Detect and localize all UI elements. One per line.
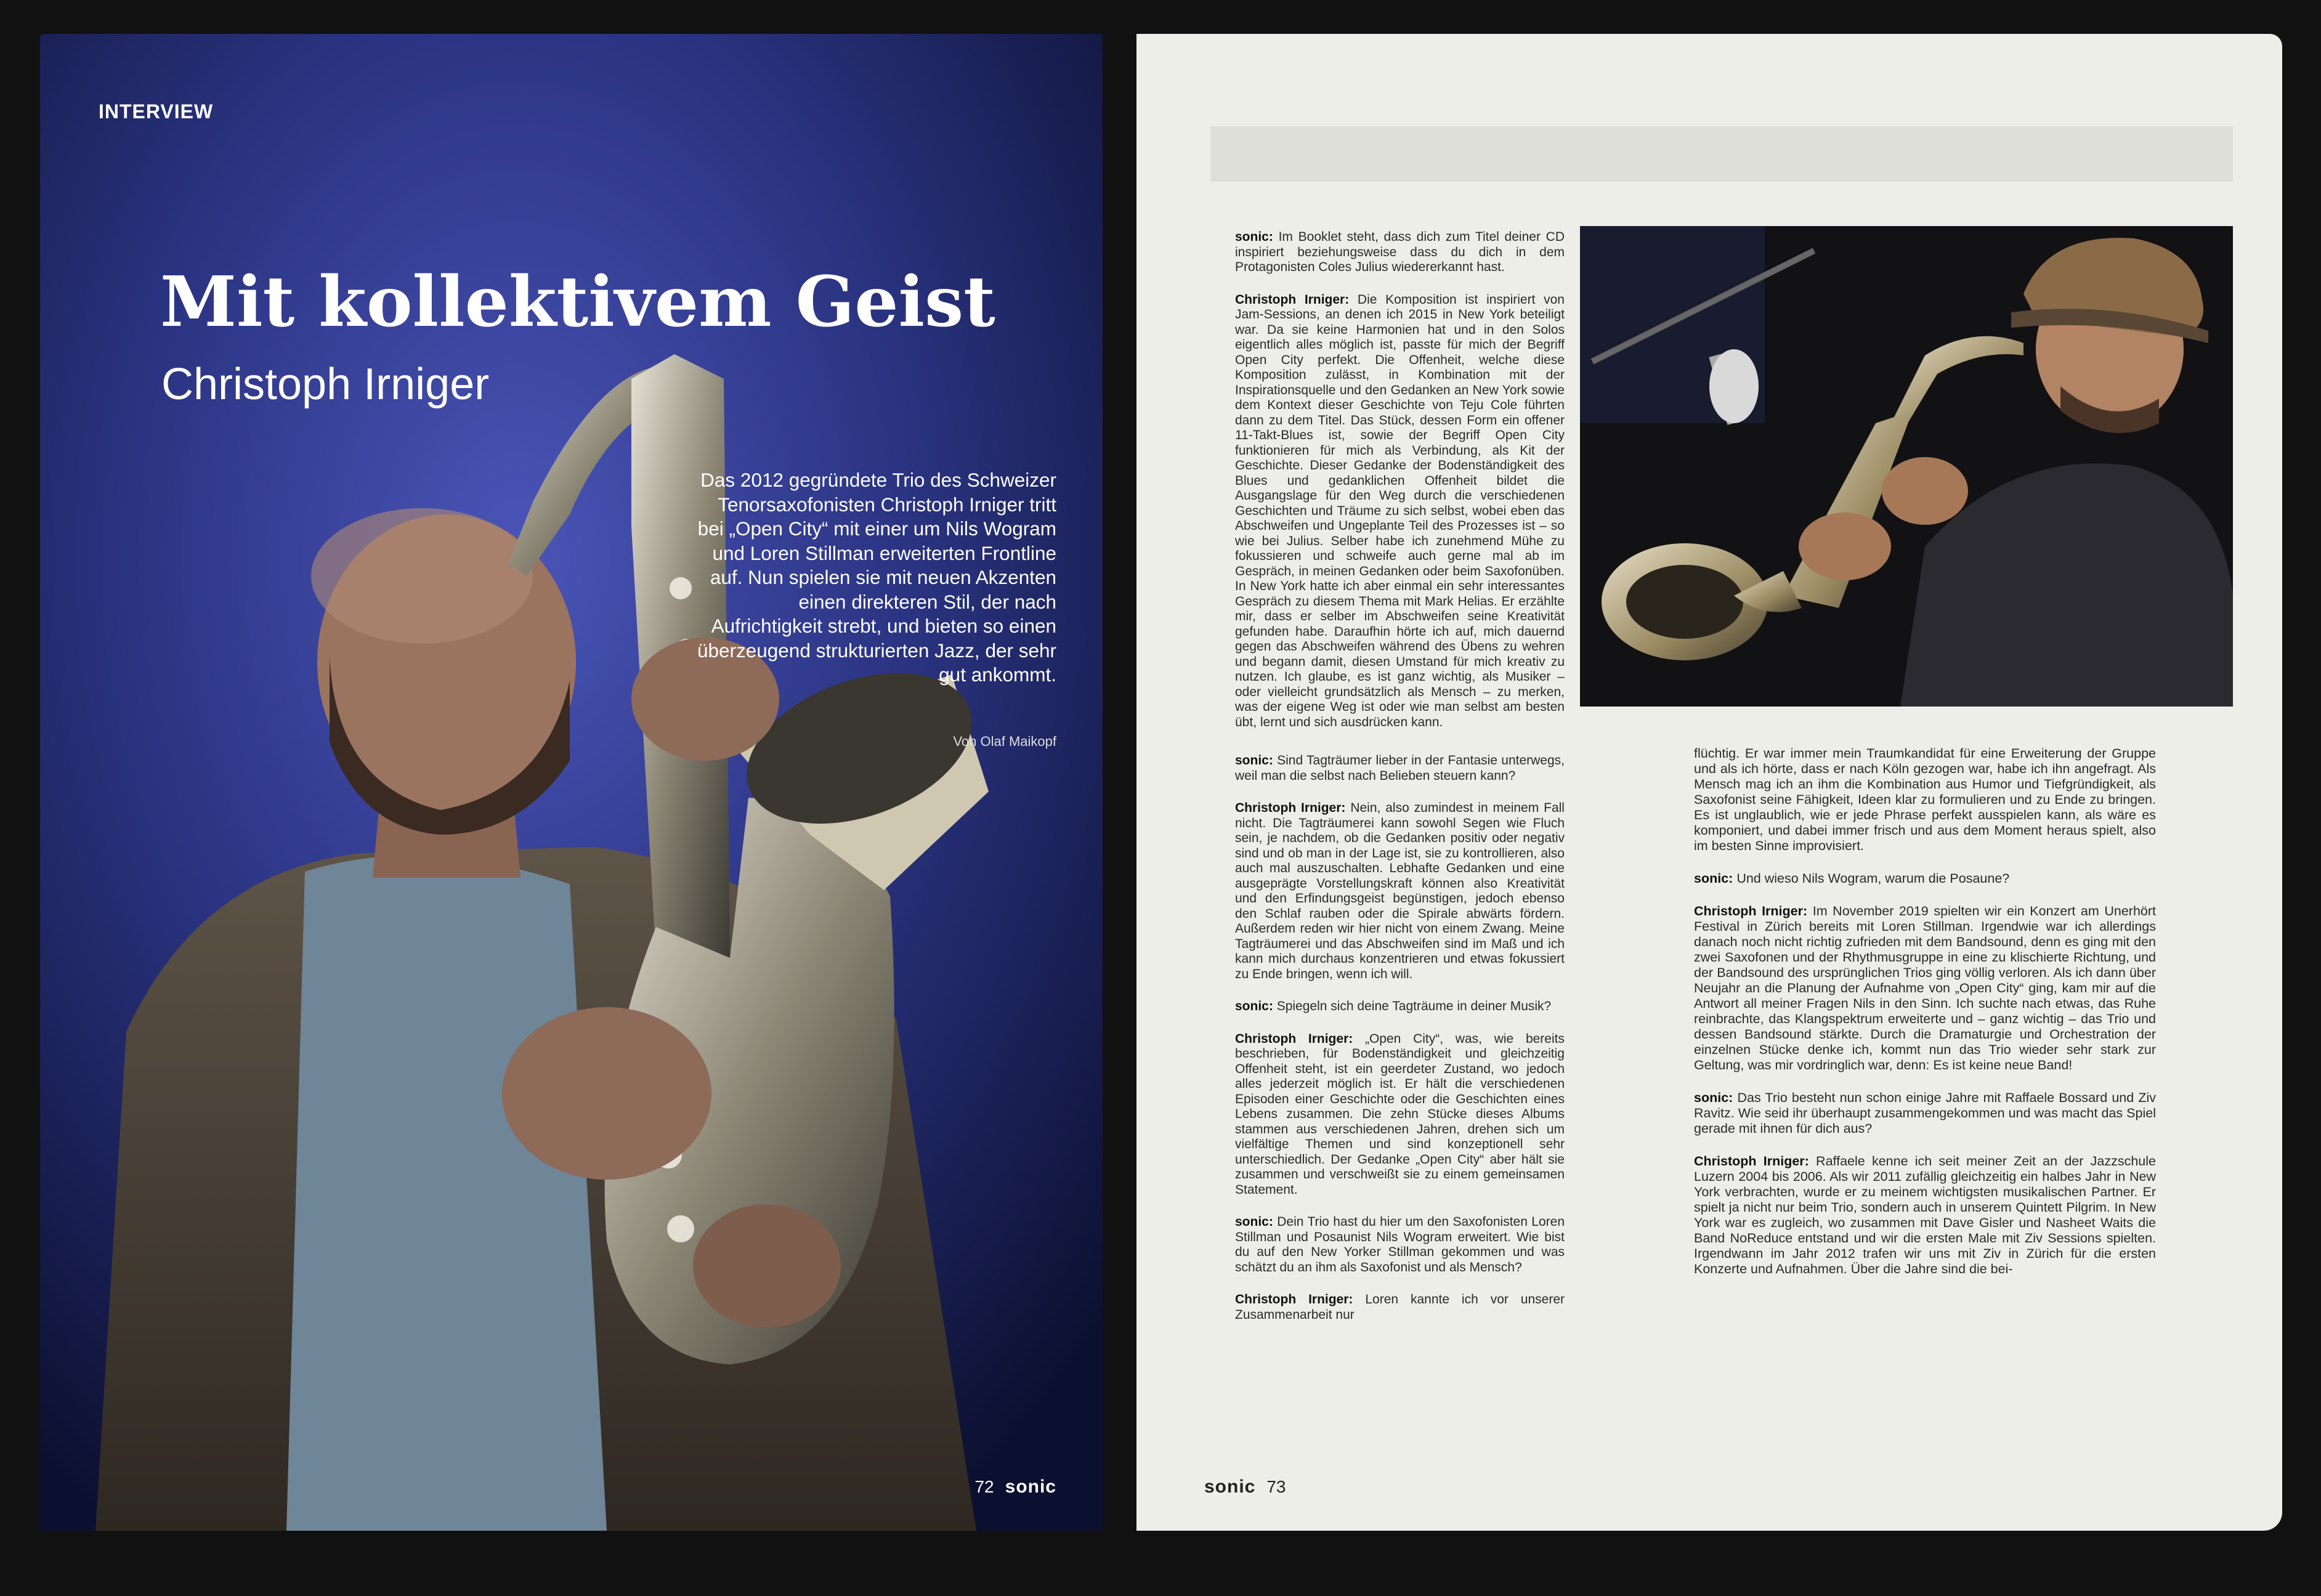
speaker-label: Christoph Irniger: bbox=[1235, 801, 1346, 815]
qa-text: Im Booklet steht, dass dich zum Titel deiner CD inspiriert beziehungsweise dass du dich in dem Protagonisten Coles Julius wiedererkannt hast. bbox=[1235, 230, 1565, 274]
right-page bbox=[1136, 34, 2282, 1531]
interview-column-2 bbox=[1694, 746, 2156, 1294]
qa-paragraph bbox=[1235, 1032, 1565, 1198]
qa-paragraph bbox=[1694, 1090, 2156, 1136]
qa-text: Dein Trio hast du hier um den Saxofonisten Loren Stillman und Posaunist Nils Wogram erweitert. Wie bist du auf den New Yorker Stillman gekommen und was schätzt du an ihm als Saxofonist und als Mensch? bbox=[1235, 1215, 1565, 1274]
qa-paragraph bbox=[1694, 1154, 2156, 1277]
article-intro: Das 2012 gegründete Trio des Schweizer Tenorsaxofonisten Christoph Irniger tritt bei „Open City“ mit einer um Nils Wogram und Loren Stillman erweiterten Frontline auf. Nun spielen sie mit neuen Akzenten einen direkteren Stil, der nach Aufrichtigkeit strebt, und bieten so einen überzeugend strukturierten Jazz, der sehr gut ankommt. bbox=[697, 469, 1056, 686]
qa-paragraph bbox=[1694, 871, 2156, 886]
qa-text: Das Trio besteht nun schon einige Jahre mit Raffaele Bossard und Ziv Ravitz. Wie seid ihr überhaupt zusammengekommen und was macht das Spiel gerade mit ihnen für dich aus? bbox=[1694, 1090, 2157, 1136]
qa-paragraph bbox=[1694, 746, 2156, 854]
interview-column-1 bbox=[1235, 230, 1565, 747]
qa-text: flüchtig. Er war immer mein Traumkandidat für eine Erweiterung der Gruppe und als ich hörte, dass er nach Köln gezogen war, habe ich ihn angefragt. Als Mensch mag ich an ihm die Kombination aus Humor und Tiefgründigkeit, als Saxofonist seine Fähigkeit, Ideen klar zu formulieren und zu Ende zu bringen. Es ist unglaublich, wie er jede Phrase perfekt ausspielen kann, als wäre es komponiert, und dabei immer frisch und aus dem Moment heraus spielt, also im besten Sinne improvisiert. bbox=[1694, 746, 2156, 853]
speaker-label: sonic: bbox=[1235, 999, 1273, 1013]
brand-logo: sonic bbox=[1204, 1477, 1256, 1497]
qa-paragraph bbox=[1694, 904, 2156, 1073]
speaker-label: Christoph Irniger: bbox=[1235, 1031, 1353, 1046]
qa-text: Spiegeln sich deine Tagträume in deiner Musik? bbox=[1276, 999, 1552, 1013]
page-header-band bbox=[1210, 126, 2233, 182]
qa-paragraph bbox=[1235, 293, 1565, 731]
page-number: 73 bbox=[1266, 1477, 1286, 1496]
qa-paragraph bbox=[1235, 999, 1565, 1015]
speaker-label: sonic: bbox=[1235, 1215, 1273, 1229]
speaker-label: Christoph Irniger: bbox=[1694, 904, 1808, 918]
qa-text: Und wieso Nils Wogram, warum die Posaune? bbox=[1736, 871, 2010, 886]
qa-paragraph bbox=[1235, 801, 1565, 982]
qa-paragraph bbox=[1235, 1215, 1565, 1275]
qa-text: Loren kannte ich vor unserer Zusammenarbeit nur bbox=[1235, 1292, 1565, 1322]
qa-text: „Open City“, was, wie bereits beschrieben, für Bodenständigkeit und gleichzeitig Offenheit steht, ist ein geerdeter Zustand, wo jedoch alles jederzeit möglich ist. Er hält die verschiedenen Episoden einer Geschichte oder die Geschichten eines Lebens zusammen. Die zehn Stücke dieses Albums stammen aus verschiedenen Jahren, drehen sich um vielfältige Themen und sind konzeptionell sehr unterschiedlich. Der Gedanke „Open City“ aber hält sie zusammen und verschweißt sie zu einem gemeinsamen Statement. bbox=[1235, 1031, 1565, 1197]
interview-column-1-lower bbox=[1235, 753, 1565, 1340]
qa-text: Nein, also zumindest in meinem Fall nicht. Die Tagträumerei kann sowohl Segen wie Fluch sein, je nachdem, ob die Gedanken positiv oder negativ sind und ob man in der Lage ist, sie zu kontrollieren, also auch mal auszuschalten. Lebhafte Gedanken und eine ausgeprägte Vorstellungskraft können also Kreativität und den Erfindungsgeist begünstigen, jedoch ebenso den Schlaf rauben oder die Spirale abwärts fördern. Außerdem reden wir hier nicht von einem Zwang. Meine Tagträumerei und das Abschweifen sind im Maß und ich kann mich durchaus konzentrieren und etwas fokussiert zu Ende bringen, wenn ich will. bbox=[1235, 801, 1565, 981]
article-subtitle: Christoph Irniger bbox=[161, 360, 490, 409]
qa-text: Die Komposition ist inspiriert von Jam-Sessions, an denen ich 2015 in New York beteiligt war. Da sie keine Harmonien hat und in den Solos eigentlich alles möglich ist, passte für mich der Begriff Open City perfekt. Die Offenheit, welche diese Komposition zulässt, in Kombination mit der Inspirationsquelle und den Gedanken an New York sowie dem Kontext dieser Geschichte von Teju Cole führten dann zu dem Titel. Das Stück, dessen Form ein offener 11-Takt-Blues ist, sowie der Begriff Open City funktionieren für mich als Verbindung, als Kit der Geschichte. Dieser Gedanke der Bodenständigkeit des Blues und gedanklichen Offenheit bildet die Ausgangslage für den Weg durch die verschiedenen Geschichten und Träume zu sich selbst, wobei eben das Abschweifen und Ungeplante Teil des Prozesses ist – so wie bei Julius. Selber habe ich zunehmend Mühe zu fokussieren und schweife auch gerne mal ab im Gespräch, in meinen Gedanken oder beim Saxofonüben. In New York hatte ich aber einmal ein sehr interessantes Gespräch zu diesem Thema mit Mark Helias. Er erzählte mir, dass er selber im Abschweifen seine Kreativität gefunden habe. Daraufhin hörte ich auf, mich dauernd gegen das Abschweifen während des Übens zu wehren und begann damit, diesen Umstand für mich kreativ zu nutzen. Ich glaube, es ist ganz wichtig, als Musiker – oder vielleicht grundsätzlich als Mensch – zu merken, was der eigene Weg ist oder wie man selbst am besten übt, lernt und sich ausdrücken kann. bbox=[1235, 292, 1565, 729]
speaker-label: sonic: bbox=[1235, 230, 1273, 244]
qa-text: Im November 2019 spielten wir ein Konzert am Unerhört Festival in Zürich bereits mit Loren Stillman. Irgendwie war ich allerdings danach noch nicht richtig zufrieden mit dem Bandsound, denn es ging mit den zwei Saxofonen und der Rhythmusgruppe in eine zu klischierte Richtung, und der Bandsound des ursprünglichen Trios ging völlig verloren. Als ich dann über Neujahr an die Planung der Aufnahme von „Open City“ ging, kam mir auf die Antwort all meiner Fragen Nils in den Sinn. Ich suchte nach etwas, das Ruhe reinbrachte, das Klangspektrum erweiterte und – ganz wichtig – das Trio und dessen Bandsound stärkte. Durch die Dramaturgie und Orchestration der einzelnen Stücke denke ich, kommt nun das Trio wieder sehr stark zur Geltung, was mir vordringlich war, denn: Es ist keine neue Band! bbox=[1694, 904, 2157, 1072]
speaker-label: Christoph Irniger: bbox=[1694, 1154, 1809, 1169]
qa-paragraph bbox=[1235, 1292, 1565, 1323]
saxophonist-photo bbox=[40, 34, 1103, 1531]
byline: Von Olaf Maikopf bbox=[953, 734, 1056, 749]
speaker-label: sonic: bbox=[1694, 1090, 1733, 1105]
qa-text: Raffaele kenne ich seit meiner Zeit an der Jazzschule Luzern 2004 bis 2006. Als wir 2011 zufällig gleichzeitig ein halbes Jahr in New York verbrachten, wurde er zu meinem wichtigsten musikalischen Partner. Er spielt ja nicht nur beim Trio, sondern auch in unserem Quintett Pilgrim. In New York war es zugleich, wo zusammen mit Dave Gisler und Nasheet Waits die Band NoReduce entstand und wir die ersten Male mit Ziv Sessions spielten. Irgendwann im Jahr 2012 trafen wir uns mit Ziv in Zürich für die ersten Konzerte und Aufnahmen. Über die Jahre sind die bei- bbox=[1694, 1154, 2156, 1276]
speaker-label: Christoph Irniger: bbox=[1235, 1292, 1353, 1306]
left-folio bbox=[974, 1477, 1056, 1497]
speaker-label: sonic: bbox=[1235, 753, 1273, 768]
qa-paragraph bbox=[1235, 230, 1565, 275]
section-label: INTERVIEW bbox=[99, 100, 214, 123]
brand-logo: sonic bbox=[1005, 1477, 1056, 1497]
saxophonist-hat-photo bbox=[1580, 226, 2233, 707]
right-folio bbox=[1204, 1477, 1286, 1497]
speaker-label: Christoph Irniger: bbox=[1235, 292, 1350, 307]
qa-text: Sind Tagträumer lieber in der Fantasie unterwegs, weil man die selbst nach Belieben steuern kann? bbox=[1235, 753, 1565, 783]
left-page bbox=[40, 34, 1103, 1531]
speaker-label: sonic: bbox=[1694, 871, 1733, 886]
qa-paragraph bbox=[1235, 753, 1565, 784]
article-title: Mit kollektivem Geist bbox=[160, 262, 995, 342]
page-number: 72 bbox=[974, 1477, 994, 1496]
